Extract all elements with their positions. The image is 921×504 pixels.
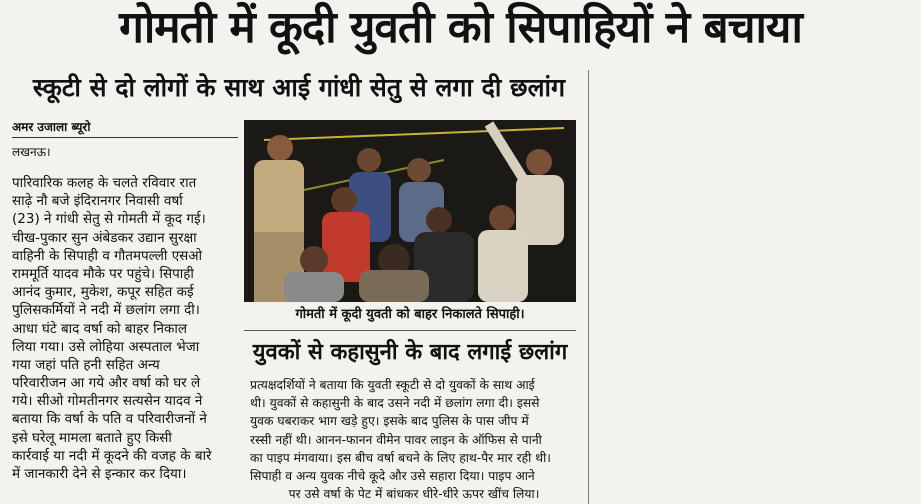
- column-2-line: प्रत्यक्षदर्शियों ने बताया कि युवती स्कूटी से दो युवकों के साथ आई: [250, 378, 535, 392]
- column-1-line: राममूर्ति यादव मौके पर पहुंचे। सिपाही: [12, 265, 194, 282]
- column-2-line: थी। युवकों से कहासुनी के बाद उसने नदी में छलांग लगा दी। इससे: [250, 396, 540, 411]
- column-1-line: गये। सीओ गोमतीनगर सत्यसेन यादव ने: [12, 393, 203, 410]
- column-1-line: इसे घरेलू मामला बताते हुए किसी: [12, 429, 172, 446]
- column-1-line: कार्रवाई या नदी में कूदने की वजह के बारे: [12, 447, 212, 464]
- headline: गोमती में कूदी युवती को सिपाहियों ने बचाया: [119, 2, 802, 53]
- column-1-line: पुलिसकर्मियों ने नदी में छलांग लगा दी।: [12, 302, 200, 319]
- column-2-line: पर उसे वर्षा के पेट में बांधकर धीरे-धीरे ऊपर खींच लिया।: [288, 487, 540, 502]
- column-1-line: (23) ने गांधी सेतु से गोमती में कूद गई।: [12, 211, 206, 228]
- column-1-line: परिवारीजन आ गये और वर्षा को घर ले: [12, 375, 201, 392]
- byline-rule: [12, 137, 238, 138]
- news-photo: [244, 120, 576, 302]
- column-1-line: साढ़े नौ बजे इंदिरानगर निवासी वर्षा: [12, 193, 183, 210]
- caption-rule: [244, 330, 576, 331]
- column-1-line: बताया कि वर्षा के पति व परिवारीजनों ने: [12, 411, 207, 428]
- column-2-line: रस्सी नहीं थी। आनन-फानन वीमेन पावर लाइन के ऑफिस से पानी: [250, 432, 542, 447]
- column-1: [12, 174, 240, 483]
- column-2: [250, 376, 578, 503]
- photo-caption: गोमती में कूदी युवती को बाहर निकालते सिपाही।: [295, 307, 525, 322]
- subheadline-2: युवकों से कहासुनी के बाद लगाई छलांग: [252, 340, 568, 365]
- column-divider: [588, 70, 589, 504]
- column-1-line: गया जहां पति हनी सहित अन्य: [12, 356, 160, 373]
- column-1-line: लिया गया। उसे लोहिया अस्पताल भेजा: [12, 338, 200, 355]
- column-2-line: का पाइप मंगवाया। इस बीच वर्षा बचने के लिए हाथ-पैर मार रही थी।: [250, 450, 551, 465]
- column-1-line: चीख-पुकार सुन अंबेडकर उद्यान सुरक्षा: [12, 229, 197, 246]
- column-1-line: वाहिनी के सिपाही व गौतमपल्ली एसओ: [12, 247, 203, 264]
- byline: अमर उजाला ब्यूरो: [12, 120, 91, 134]
- column-1-line: आनंद कुमार, मुकेश, कपूर सहित कई: [12, 284, 194, 301]
- column-2-line: युवक घबराकर भाग खड़े हुए। इसके बाद पुलिस के पास जीप में: [250, 414, 529, 429]
- column-2-line: सिपाही व अन्य युवक नीचे कूदे और उसे सहारा दिया। पाइप आने: [250, 468, 535, 483]
- subheadline: स्कूटी से दो लोगों के साथ आई गांधी सेतु से लगा दी छलांग: [32, 73, 566, 102]
- dateline: लखनऊ।: [12, 145, 51, 159]
- column-1-line: आधा घंटे बाद वर्षा को बाहर निकाल: [12, 320, 188, 337]
- column-1-line: में जानकारी देने से इन्कार कर दिया।: [12, 466, 187, 482]
- column-1-line: पारिवारिक कलह के चलते रविवार रात: [12, 175, 197, 191]
